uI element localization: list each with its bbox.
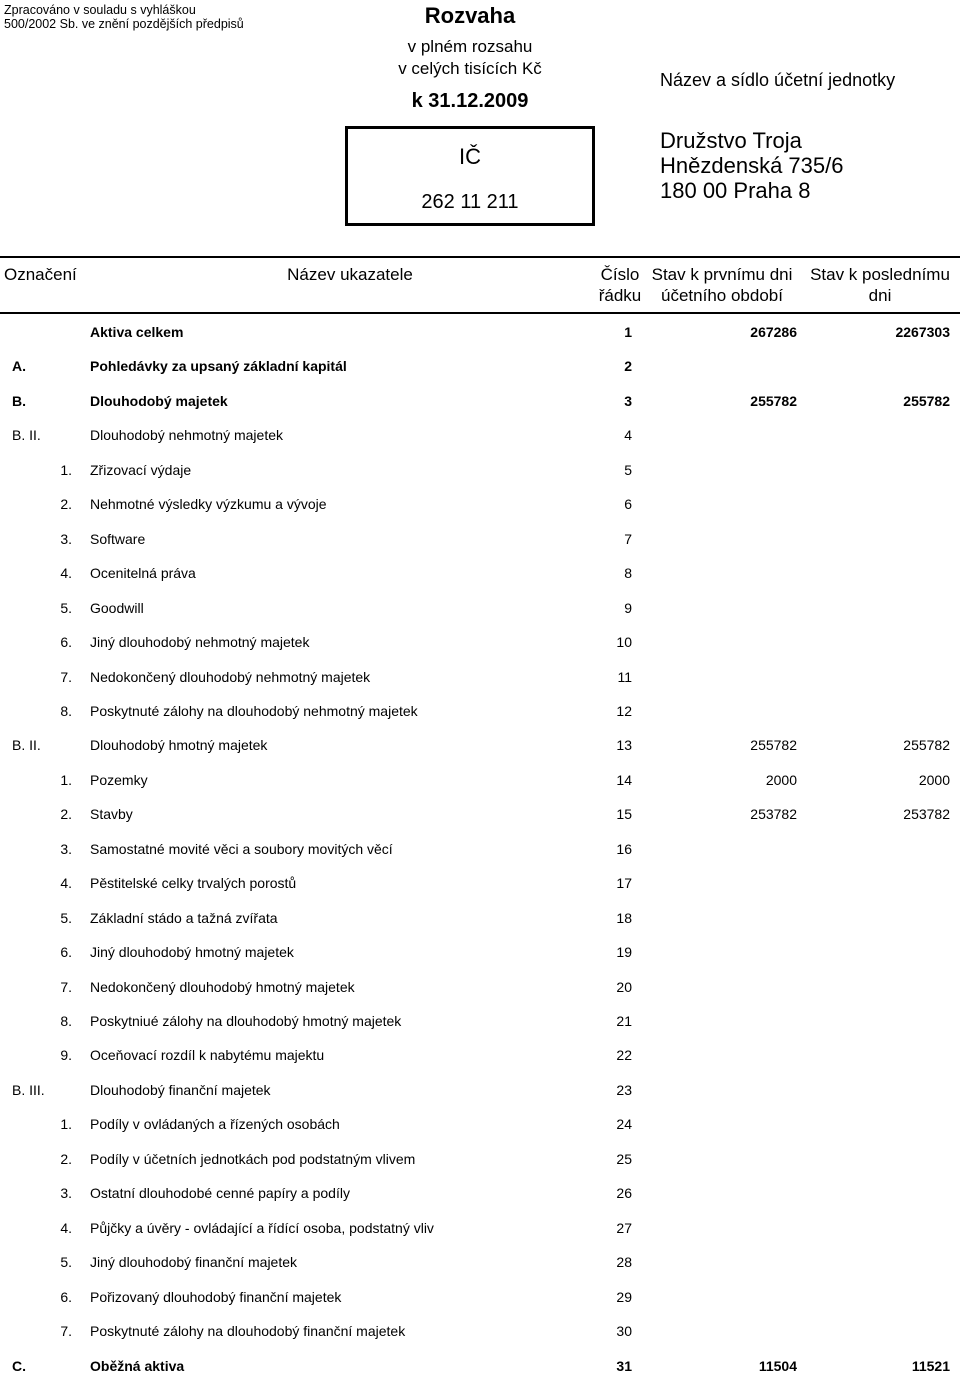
row-name: Aktiva celkem xyxy=(90,324,184,340)
row-name: Software xyxy=(90,530,146,547)
table-row xyxy=(0,1072,960,1106)
row-code: 2. xyxy=(60,806,72,823)
row-number: 25 xyxy=(616,1150,632,1167)
row-number: 9 xyxy=(624,599,632,616)
row-name: Pohledávky za upsaný základní kapitál xyxy=(90,358,347,375)
row-number: 5 xyxy=(624,461,632,478)
row-number: 28 xyxy=(616,1254,632,1271)
row-code: 8. xyxy=(60,702,72,719)
entity-heading: Název a sídlo účetní jednotky xyxy=(660,70,896,90)
row-code: 2. xyxy=(60,496,72,513)
entity-street: Hnězdenská 735/6 xyxy=(660,153,844,178)
row-name: Nedokončený dlouhodobý nehmotný majetek xyxy=(90,668,371,685)
row-value-last-day: 255782 xyxy=(903,392,950,409)
row-code: 3. xyxy=(60,840,72,857)
row-code: 7. xyxy=(60,978,72,995)
table-row xyxy=(0,796,960,830)
row-name: Stavby xyxy=(90,806,133,823)
row-code: C. xyxy=(12,1357,26,1374)
row-name: Dlouhodobý hmotný majetek xyxy=(90,737,268,754)
row-name: Poskytnuté zálohy na dlouhodobý finanční majetek xyxy=(90,1323,406,1340)
col-header-code: Označení xyxy=(4,265,77,284)
row-name: Zřizovací výdaje xyxy=(90,461,192,478)
row-code: 4. xyxy=(60,565,72,582)
row-number: 10 xyxy=(616,634,632,651)
table-row xyxy=(0,1313,960,1347)
table-row xyxy=(0,1348,960,1382)
row-code: 1. xyxy=(60,771,72,788)
row-name: Oceňovací rozdíl k nabytému majektu xyxy=(90,1047,325,1064)
subtitle-units: v celých tisících Kč xyxy=(398,59,542,78)
row-number: 16 xyxy=(616,840,632,857)
row-number: 13 xyxy=(616,737,632,754)
table-row xyxy=(0,452,960,486)
row-name: Goodwill xyxy=(90,599,144,616)
row-number: 22 xyxy=(616,1047,632,1064)
table-row xyxy=(0,659,960,693)
row-name: Jiný dlouhodobý finanční majetek xyxy=(90,1254,298,1271)
col-header-row-number xyxy=(596,264,644,306)
col-header-last-day-line1: Stav k poslednímu xyxy=(810,265,950,284)
row-code: 6. xyxy=(60,1288,72,1305)
row-number: 29 xyxy=(616,1288,632,1305)
row-number: 26 xyxy=(616,1185,632,1202)
col-header-row-number-line1: Číslo xyxy=(600,265,640,284)
row-code: 3. xyxy=(60,530,72,547)
row-value-first-day: 255782 xyxy=(750,737,797,754)
row-number: 20 xyxy=(616,978,632,995)
row-name: Ostatní dlouhodobé cenné papíry a podíly xyxy=(90,1185,350,1202)
row-name: Nedokončený dlouhodobý hmotný majetek xyxy=(90,978,355,995)
table-row xyxy=(0,521,960,555)
subtitle-scope: v plném rozsahu xyxy=(407,37,533,56)
row-value-last-day: 2000 xyxy=(918,771,950,788)
regulation-note-line2: 500/2002 Sb. ve znění pozdějších předpisů xyxy=(4,17,244,31)
row-number: 15 xyxy=(616,806,632,823)
regulation-note xyxy=(4,3,244,31)
row-code: B. II. xyxy=(12,737,41,754)
row-value-last-day: 253782 xyxy=(903,806,950,823)
col-header-last-day-line2: dni xyxy=(868,286,892,305)
row-number: 4 xyxy=(624,427,632,444)
table-row xyxy=(0,762,960,796)
table-row xyxy=(0,727,960,761)
col-header-row-number-line2: řádku xyxy=(598,286,642,305)
row-code: 5. xyxy=(60,1254,72,1271)
row-name: Půjčky a úvěry - ovládající a řídící osoba, podstatný vliv xyxy=(90,1219,434,1236)
table-row xyxy=(0,1175,960,1209)
table-row xyxy=(0,1003,960,1037)
row-code: 5. xyxy=(60,909,72,926)
row-name: Jiný dlouhodobý nehmotný majetek xyxy=(90,634,310,651)
row-name: Pořizovaný dlouhodobý finanční majetek xyxy=(90,1288,342,1305)
row-number: 12 xyxy=(616,702,632,719)
row-code: 7. xyxy=(60,1323,72,1340)
row-number: 17 xyxy=(616,875,632,892)
row-name: Ocenitelná práva xyxy=(90,565,196,582)
entity-city: 180 00 Praha 8 xyxy=(660,178,811,203)
row-name: Samostatné movité věci a soubory movitých věcí xyxy=(90,840,393,857)
row-code: 7. xyxy=(60,668,72,685)
table-row xyxy=(0,314,960,348)
ico-value: 262 11 211 xyxy=(421,191,519,213)
table-row xyxy=(0,348,960,382)
row-code: B. III. xyxy=(12,1081,45,1098)
row-name: Poskytnuté zálohy na dlouhodobý nehmotný majetek xyxy=(90,702,418,719)
row-code: 1. xyxy=(60,1116,72,1133)
row-value-last-day: 255782 xyxy=(903,737,950,754)
regulation-note-line1: Zpracováno v souladu s vyhláškou xyxy=(4,3,196,17)
row-code: A. xyxy=(12,358,26,375)
row-name: Dlouhodobý nehmotný majetek xyxy=(90,427,284,444)
row-number: 24 xyxy=(616,1116,632,1133)
table-row xyxy=(0,831,960,865)
table-row xyxy=(0,1106,960,1140)
row-number: 18 xyxy=(616,909,632,926)
row-name: Podíly v ovládaných a řízených osobách xyxy=(90,1116,340,1133)
row-code: 5. xyxy=(60,599,72,616)
ico-label: IČ xyxy=(459,144,481,169)
row-value-first-day: 255782 xyxy=(750,392,797,409)
row-name: Dlouhodobý finanční majetek xyxy=(90,1081,271,1098)
table-row xyxy=(0,1210,960,1244)
table-row xyxy=(0,865,960,899)
document-title: Rozvaha xyxy=(424,3,516,28)
row-code: 9. xyxy=(60,1047,72,1064)
table-row xyxy=(0,486,960,520)
table-row xyxy=(0,1141,960,1175)
entity-block xyxy=(660,128,843,203)
row-name: Poskytniué zálohy na dlouhodobý hmotný majetek xyxy=(90,1013,402,1029)
table-row xyxy=(0,417,960,451)
row-number: 14 xyxy=(616,771,632,788)
row-name: Pozemky xyxy=(90,771,148,788)
table-row xyxy=(0,934,960,968)
row-name: Jiný dlouhodobý hmotný majetek xyxy=(90,944,294,961)
row-value-first-day: 253782 xyxy=(750,806,797,823)
row-name: Dlouhodobý majetek xyxy=(90,392,228,409)
table-row xyxy=(0,1244,960,1278)
report-date: k 31.12.2009 xyxy=(411,90,529,112)
table-row xyxy=(0,693,960,727)
col-header-first-day xyxy=(644,264,800,306)
row-number: 19 xyxy=(616,944,632,961)
table-row xyxy=(0,900,960,934)
col-header-last-day xyxy=(802,264,958,306)
row-number: 3 xyxy=(624,392,632,409)
row-number: 1 xyxy=(624,324,632,340)
row-value-last-day: 11521 xyxy=(911,1357,950,1374)
table-top-rule xyxy=(0,256,960,258)
col-header-name: Název ukazatele xyxy=(287,265,413,284)
row-name: Nehmotné výsledky výzkumu a vývoje xyxy=(90,496,327,513)
row-number: 2 xyxy=(624,358,632,375)
row-code: 6. xyxy=(60,944,72,961)
row-number: 30 xyxy=(616,1323,632,1340)
row-number: 11 xyxy=(617,668,632,685)
row-value-first-day: 267286 xyxy=(750,324,797,340)
row-number: 23 xyxy=(616,1081,632,1098)
row-number: 31 xyxy=(616,1357,632,1374)
row-code: 3. xyxy=(60,1185,72,1202)
row-value-first-day: 11504 xyxy=(758,1357,797,1374)
entity-name: Družstvo Troja xyxy=(660,128,802,153)
row-name: Základní stádo a tažná zvířata xyxy=(90,909,278,926)
row-number: 8 xyxy=(624,565,632,582)
row-code: B. II. xyxy=(12,427,41,444)
row-name: Pěstitelské celky trvalých porostů xyxy=(90,875,297,892)
row-code: 1. xyxy=(60,461,72,478)
row-number: 21 xyxy=(616,1013,632,1029)
col-header-first-day-line2: účetního období xyxy=(661,286,783,305)
row-value-last-day: 2267303 xyxy=(895,324,950,340)
table-row xyxy=(0,555,960,589)
row-name: Oběžná aktiva xyxy=(90,1357,185,1374)
table-row xyxy=(0,383,960,417)
row-number: 6 xyxy=(624,496,632,513)
table-row xyxy=(0,1037,960,1071)
row-code: 6. xyxy=(60,634,72,651)
row-code: 8. xyxy=(60,1013,72,1029)
col-header-first-day-line1: Stav k prvnímu dni xyxy=(651,265,793,284)
table-row xyxy=(0,969,960,1003)
row-number: 27 xyxy=(616,1219,632,1236)
row-code: B. xyxy=(12,392,26,409)
table-row xyxy=(0,1279,960,1313)
table-row xyxy=(0,624,960,658)
row-name: Podíly v účetních jednotkách pod podstatným vlivem xyxy=(90,1150,416,1167)
row-code: 2. xyxy=(60,1150,72,1167)
table-row xyxy=(0,590,960,624)
document-subtitle xyxy=(350,36,590,80)
row-number: 7 xyxy=(624,530,632,547)
row-code: 4. xyxy=(60,875,72,892)
row-code: 4. xyxy=(60,1219,72,1236)
row-value-first-day: 2000 xyxy=(765,771,797,788)
